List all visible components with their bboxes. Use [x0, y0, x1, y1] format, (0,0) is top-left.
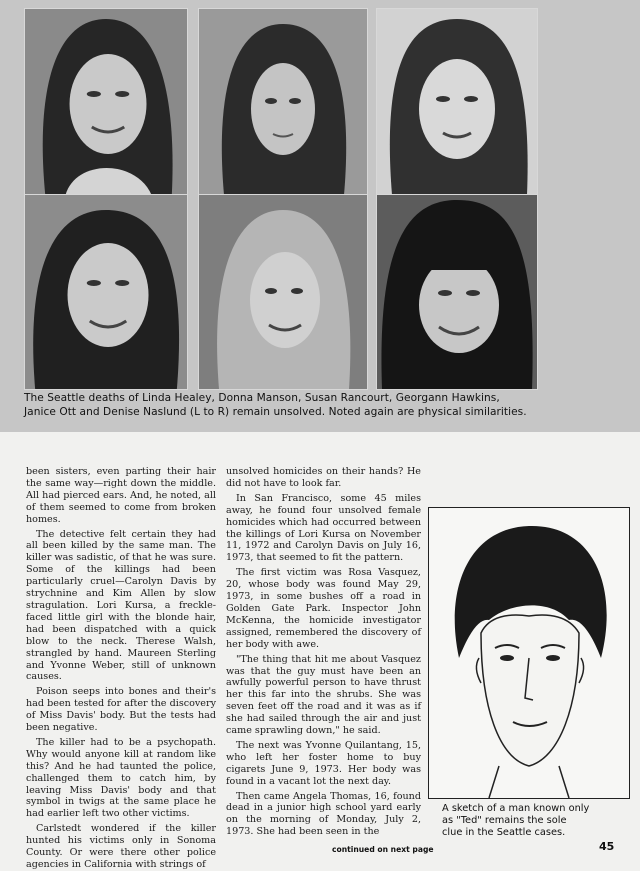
article-column-1 — [26, 466, 216, 871]
paragraph: The next was Yvonne Quilantang, 15, who left her foster home to buy cigarets June 9, 1973. Her body was found in a vacant lot the next day. — [226, 739, 421, 787]
paragraph: The detective felt certain they had all been killed by the same man. The killer was sadistic, of that he was sure. Some of the killings had been particularly cruel—Carolyn Davis by strychnine and Kim Allen by slow stragulation. Lori Kursa, a freckle-faced little girl with the blonde hair, had been dispatched with a quick blow to the neck. Therese Walsh, strangled by hand. Maureen Sterling and Yvonne Weber, still of unknown causes. — [26, 528, 216, 683]
portrait-photo-4 — [24, 194, 188, 390]
paragraph: Then came Angela Thomas, 16, found dead in a junior high school yard early on the morning of Monday, July 2, 1973. She had been seen in the — [226, 790, 421, 838]
paragraph: The killer had to be a psychopath. Why would anyone kill at random like this? And he had taunted the police, challenged them to catch him, by leaving Miss Davis' body and that symbol in twigs at the same place he had earlier left two other victims. — [26, 736, 216, 820]
sketch-caption-line-2: as "Ted" remains the sole — [442, 815, 567, 826]
sketch-caption-line-3: clue in the Seattle cases. — [442, 827, 566, 838]
portrait-photo-3 — [376, 8, 538, 196]
paragraph: In San Francisco, some 45 miles away, he found four unsolved female homicides which had occurred between the killings of Lori Kursa on November 11, 1972 and Carolyn Davis on July 16, 1973, that seemed to fit the pattern. — [226, 492, 421, 564]
paragraph: The first victim was Rosa Vasquez, 20, whose body was found May 29, 1973, in some bushes off a road in Golden Gate Park. Inspector John McKenna, the homicide investigator assigned, remembered the discovery of her body with awe. — [226, 567, 421, 650]
caption-line-2: Janice Ott and Denise Naslund (L to R) remain unsolved. Noted again are physical similarities. — [24, 406, 527, 418]
suspect-sketch — [428, 507, 630, 799]
victim-photo-panel — [0, 0, 640, 432]
paragraph: Poison seeps into bones and their's had been tested for after the discovery of Miss Davis' body. But the tests had been negative. — [26, 686, 216, 734]
sketch-caption-line-1: A sketch of a man known only — [442, 803, 590, 814]
article-column-2 — [226, 466, 421, 838]
paragraph: unsolved homicides on their hands? He did not have to look far. — [226, 466, 421, 489]
portrait-photo-2 — [198, 8, 368, 196]
photo-caption — [24, 391, 624, 419]
portrait-photo-5 — [198, 194, 368, 390]
portrait-photo-6 — [376, 194, 538, 390]
continued-note: continued on next page — [332, 845, 434, 854]
paragraph: been sisters, even parting their hair the same way—right down the middle. All had pierced ears. And, he noted, all of them seemed to come from broken homes. — [26, 466, 216, 525]
paragraph: Carlstedt wondered if the killer hunted his victims only in Sonoma County. Or were there other police agencies in California with strings of — [26, 823, 216, 870]
caption-line-1: The Seattle deaths of Linda Healey, Donna Manson, Susan Rancourt, Georgann Hawkins, — [24, 392, 500, 404]
portrait-photo-1 — [24, 8, 188, 196]
paragraph: "The thing that hit me about Vasquez was that the guy must have been an awfully powerful person to have thrust her this far into the shrubs. She was seven feet off the road and it was as if she had sailed through the air and just came sprawling down," he said. — [226, 653, 421, 737]
page-number: 45 — [599, 840, 615, 853]
sketch-caption — [442, 803, 632, 839]
